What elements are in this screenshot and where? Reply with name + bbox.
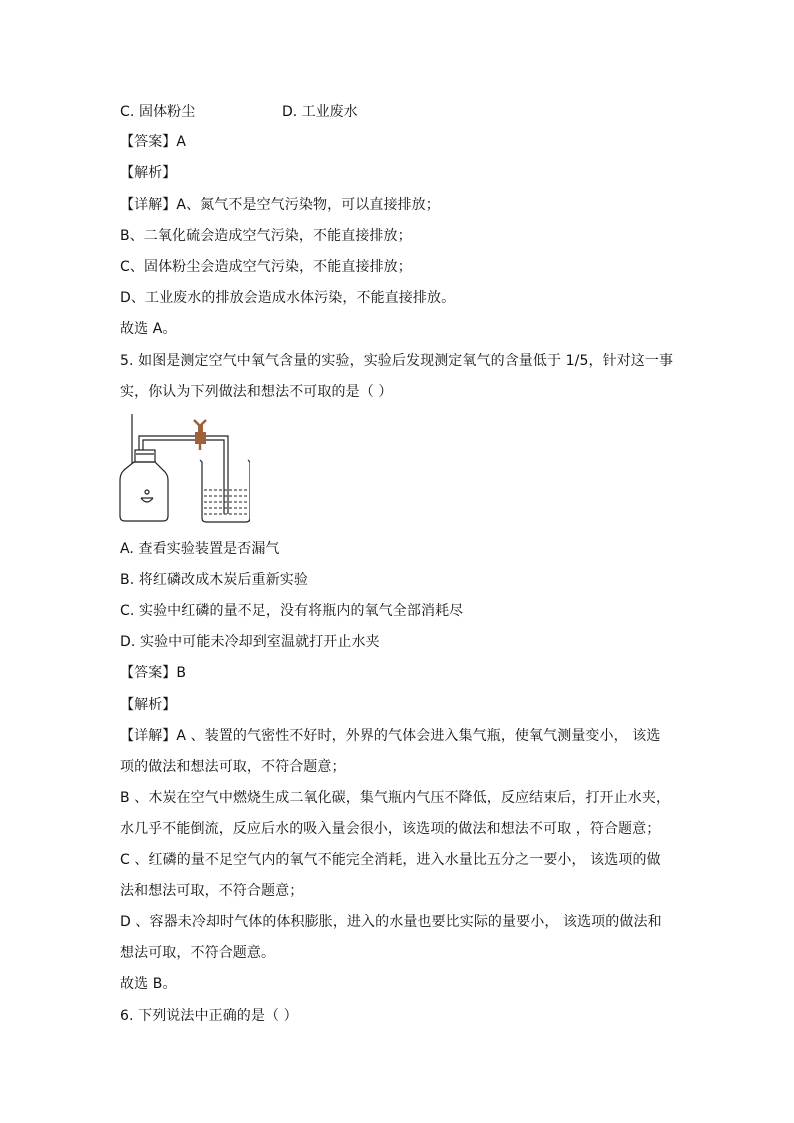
oxygen-experiment-apparatus-figure <box>118 412 250 528</box>
q5-option-d: D. 实验中可能未冷却到室温就打开止水夹 <box>120 634 380 650</box>
q4-detail-c: C、固体粉尘会造成空气污染，不能直接排放； <box>120 259 412 275</box>
q4-conclusion: 故选 A。 <box>120 321 177 337</box>
q5-detail-d-line2: 想法可取，不符合题意。 <box>120 945 276 961</box>
q4-answer: 【答案】A <box>120 134 187 150</box>
q5-analysis-heading: 【解析】 <box>120 697 177 713</box>
q5-conclusion: 故选 B。 <box>120 976 177 992</box>
q5-detail-b-line2: 水几乎不能倒流，反应后水的吸入量会很小，该选项的做法和想法不可取 ，符合题意； <box>120 821 661 837</box>
collecting-bottle <box>120 462 168 521</box>
beaker <box>200 460 250 522</box>
delivery-tube-left <box>139 436 196 450</box>
q4-option-c: C. 固体粉尘 <box>120 104 196 120</box>
q5-stem-line2: 实，你认为下列做法和想法不可取的是（ ） <box>120 384 393 400</box>
q5-option-c: C. 实验中红磷的量不足，没有将瓶内的氧气全部消耗尽 <box>120 603 464 619</box>
q5-option-b: B. 将红磷改成木炭后重新实验 <box>120 572 309 588</box>
q5-detail-a-line1: 【详解】A 、装置的气密性不好时，外界的气体会进入集气瓶，使氧气测量变小， 该选 <box>120 728 661 744</box>
water-stop-clamp <box>194 420 206 450</box>
q4-option-d: D. 工业废水 <box>282 104 358 120</box>
q5-stem-line1: 5. 如图是测定空气中氧气含量的实验，实验后发现测定氧气的含量低于 1/5，针对这一事 <box>120 353 674 369</box>
combustion-spoon <box>141 498 153 502</box>
q4-detail-b: B、二氧化硫会造成空气污染，不能直接排放； <box>120 228 412 244</box>
q4-analysis-heading: 【解析】 <box>120 165 177 181</box>
q5-detail-a-line2: 项的做法和想法可取，不符合题意； <box>120 759 346 775</box>
q5-option-a: A. 查看实验装置是否漏气 <box>120 541 280 557</box>
q5-detail-c-line1: C 、红磷的量不足空气内的氧气不能完全消耗，进入水量比五分之一要小， 该选项的做 <box>120 852 661 868</box>
q4-detail-d: D、工业废水的排放会造成水体污染，不能直接排放。 <box>120 290 456 306</box>
q5-detail-c-line2: 法和想法可取，不符合题意； <box>120 883 304 899</box>
q4-detail-a: 【详解】A、氮气不是空气污染物，可以直接排放； <box>120 197 440 213</box>
q5-detail-b-line1: B 、木炭在空气中燃烧生成二氧化碳，集气瓶内气压不降低，反应结束后，打开止水夹， <box>120 790 671 806</box>
beaker-water <box>204 490 248 514</box>
q6-stem: 6. 下列说法中正确的是（ ） <box>120 1008 298 1024</box>
q5-answer: 【答案】B <box>120 665 187 681</box>
red-phosphorus <box>145 490 149 494</box>
bottle-stopper <box>135 450 155 462</box>
q5-detail-d-line1: D 、容器未冷却时气体的体积膨胀，进入的水量也要比实际的量要小， 该选项的做法和 <box>120 914 662 930</box>
